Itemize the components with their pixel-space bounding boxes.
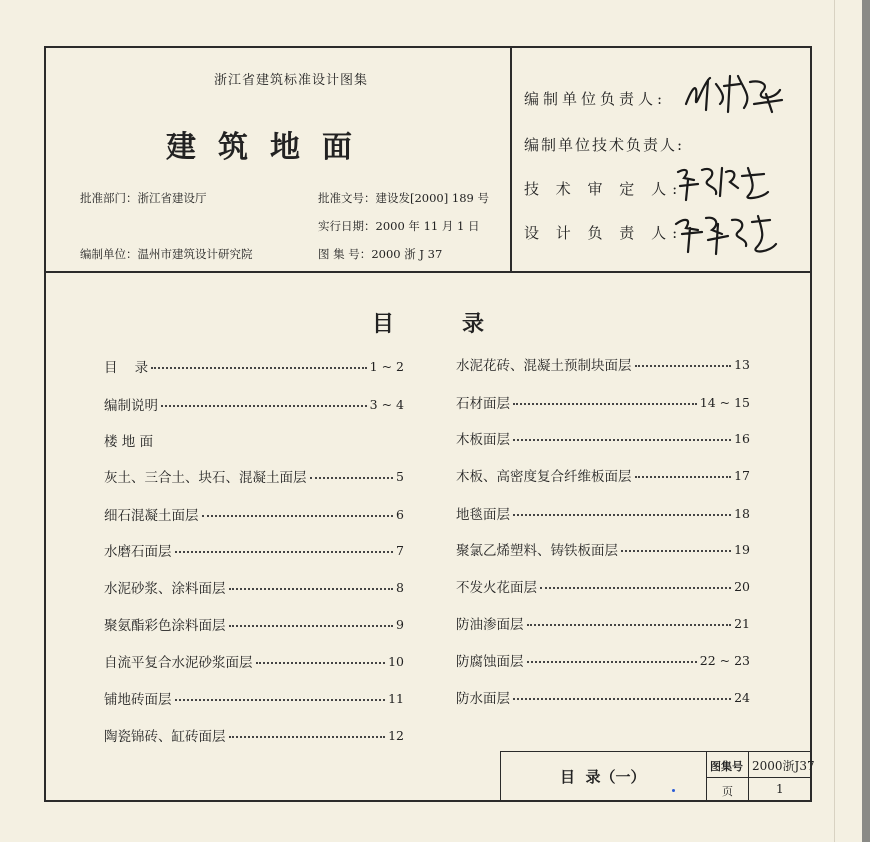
toc-item[interactable] (104, 614, 404, 634)
toc-item-title: 水泥花砖、混凝土预制块面层 (456, 358, 632, 374)
toc-item-title: 石材面层 (456, 396, 510, 412)
leader-dots (635, 476, 732, 478)
title-block-left (500, 751, 501, 801)
approval-doc (318, 190, 489, 206)
leader-dots (229, 588, 394, 590)
toc-item[interactable] (104, 725, 404, 745)
effective-date (318, 218, 480, 234)
toc-item-title: 木板面层 (456, 432, 510, 448)
toc-section-heading (104, 430, 404, 450)
toc-item-title: 水泥砂浆、涂料面层 (104, 581, 226, 597)
scan-edge-line (834, 0, 835, 842)
toc-item-page: 9 (396, 616, 404, 632)
toc-item-page: 10 (388, 653, 404, 669)
leader-dots (229, 625, 394, 627)
approval-dept (80, 190, 207, 206)
scan-edge (862, 0, 870, 842)
toc-item[interactable] (104, 688, 404, 708)
signature-designer (672, 204, 782, 260)
toc-item-page: 21 (734, 615, 750, 631)
approval-dept-value: 浙江省建设厅 (137, 191, 207, 205)
toc-item-title: 灰土、三合土、块石、混凝土面层 (104, 470, 307, 486)
leader-dots (161, 405, 367, 407)
toc-item-page: 8 (396, 579, 404, 595)
header-divider (44, 271, 812, 273)
designer-label: 设 计 负 责 人: (524, 224, 684, 242)
leader-dots (151, 367, 367, 369)
toc-item-title: 不发火花面层 (456, 580, 537, 596)
compiler-value: 温州市建筑设计研究院 (137, 247, 253, 261)
leader-dots (256, 662, 386, 664)
toc-item[interactable] (456, 465, 750, 485)
title-block-atlas-label: 图集号 (710, 760, 743, 773)
toc-section-title: 楼 地 面 (104, 434, 154, 450)
toc-item[interactable] (456, 650, 750, 670)
atlas-title: 浙江省建筑标准设计图集 (214, 73, 369, 88)
main-title: 建筑地面 (166, 130, 374, 165)
leader-dots (527, 624, 732, 626)
toc-item[interactable] (456, 392, 750, 412)
toc-item-page: 19 (734, 541, 750, 557)
toc-item-page: 14 ~ 15 (699, 394, 750, 410)
toc-item[interactable] (104, 356, 404, 376)
toc-item-title: 自流平复合水泥砂浆面层 (104, 655, 253, 671)
atlas-no-value: 2000 浙 J 37 (371, 247, 443, 261)
leader-dots (513, 698, 731, 700)
toc-item[interactable] (456, 539, 750, 559)
toc-item-page: 16 (734, 430, 750, 446)
toc-item-page: 5 (396, 468, 404, 484)
header-vertical-divider (510, 46, 512, 272)
toc-item-title: 陶瓷锦砖、缸砖面层 (104, 729, 226, 745)
signature-unit-head (682, 70, 792, 118)
atlas-number (318, 246, 442, 262)
toc-item-page: 24 (734, 689, 750, 705)
toc-title-left: 目 (372, 311, 395, 337)
toc-item-page: 12 (388, 727, 404, 743)
reviewer-label: 技 术 审 定 人: (524, 180, 684, 198)
toc-item-page: 20 (734, 578, 750, 594)
unit-head-label: 编制单位负责人: (524, 90, 667, 108)
toc-item[interactable] (104, 504, 404, 524)
title-block-atlas-no: 2000浙J37 (752, 759, 815, 773)
toc-item-page: 3 ~ 4 (369, 396, 404, 412)
toc-item-title: 聚氯乙烯塑料、铸铁板面层 (456, 543, 618, 559)
toc-item-page: 18 (734, 505, 750, 521)
leader-dots (513, 514, 731, 516)
title-block-middle (706, 777, 811, 778)
leader-dots (527, 661, 697, 663)
title-block-divider-2 (748, 751, 749, 801)
compiler-label: 编制单位： (80, 247, 138, 261)
toc-item[interactable] (456, 503, 750, 523)
leader-dots (621, 550, 731, 552)
leader-dots (513, 403, 697, 405)
toc-item-title: 木板、高密度复合纤维板面层 (456, 469, 632, 485)
toc-item[interactable] (456, 576, 750, 596)
toc-title-right: 录 (462, 311, 485, 337)
toc-item-page: 22 ~ 23 (699, 652, 750, 668)
leader-dots (229, 736, 386, 738)
toc-item-title: 目 录 (104, 360, 149, 376)
toc-item-title: 水磨石面层 (104, 544, 172, 560)
effective-label: 实行日期： (318, 219, 376, 233)
toc-item[interactable] (104, 651, 404, 671)
toc-item[interactable] (104, 394, 404, 414)
approval-doc-label: 批准文号： (318, 191, 376, 205)
compiler (80, 246, 253, 262)
approval-doc-value: 建设发[2000] 189 号 (375, 191, 490, 205)
toc-item-page: 17 (734, 467, 750, 483)
title-block-page-label: 页 (722, 785, 733, 798)
approval-dept-label: 批准部门： (80, 191, 138, 205)
tech-head-label: 编制单位技术负责人: (524, 136, 685, 154)
toc-item-title: 聚氨酯彩色涂料面层 (104, 618, 226, 634)
toc-item-page: 13 (734, 356, 750, 372)
toc-item-title: 防油渗面层 (456, 617, 524, 633)
leader-dots (175, 699, 386, 701)
toc-item-page: 6 (396, 506, 404, 522)
toc-item[interactable] (104, 466, 404, 486)
title-block-top (500, 751, 811, 752)
toc-item[interactable] (456, 687, 750, 707)
toc-item-page: 1 ~ 2 (369, 358, 404, 374)
atlas-no-label: 图 集 号： (318, 247, 372, 261)
scan-speck (672, 789, 675, 792)
sheet-name: 目 录（一） (560, 768, 646, 786)
toc-item[interactable] (456, 354, 750, 374)
toc-item[interactable] (104, 540, 404, 560)
leader-dots (540, 587, 731, 589)
toc-item-page: 11 (388, 690, 404, 706)
leader-dots (635, 365, 732, 367)
toc-item-title: 防腐蚀面层 (456, 654, 524, 670)
signature-reviewer (672, 158, 772, 206)
toc-item-title: 编制说明 (104, 398, 158, 414)
title-block-divider (706, 751, 707, 801)
effective-value: 2000 年 11 月 1 日 (375, 219, 480, 233)
leader-dots (310, 477, 394, 479)
toc-item-title: 铺地砖面层 (104, 692, 172, 708)
toc-item-title: 细石混凝土面层 (104, 508, 199, 524)
toc-item-title: 防水面层 (456, 691, 510, 707)
leader-dots (513, 439, 731, 441)
title-block-page: 1 (776, 782, 784, 796)
toc-item[interactable] (456, 428, 750, 448)
toc-item-page: 7 (396, 542, 404, 558)
toc-item[interactable] (104, 577, 404, 597)
leader-dots (202, 515, 394, 517)
toc-item-title: 地毯面层 (456, 507, 510, 523)
toc-item[interactable] (456, 613, 750, 633)
leader-dots (175, 551, 394, 553)
